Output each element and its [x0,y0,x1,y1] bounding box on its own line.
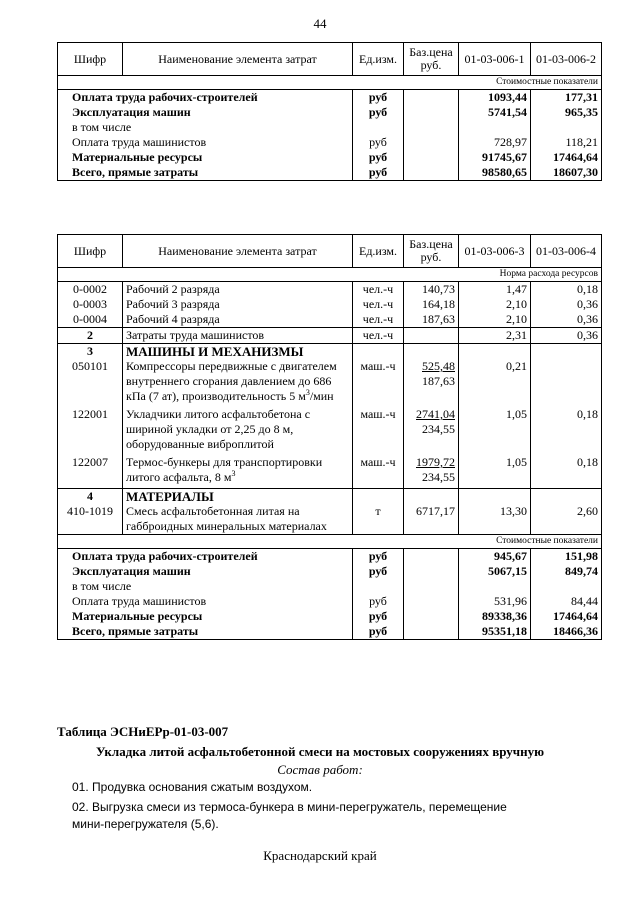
row-value-2 [531,344,602,360]
table-row [58,455,602,489]
row-name-text: Рабочий 4 разряда [126,312,220,326]
row-name: Эксплуатация машин [58,105,353,120]
row-price [404,504,459,535]
row-name [123,359,353,407]
row-price [404,282,459,298]
row-price [404,609,459,624]
row-price-main: 164,18 [422,297,455,311]
row-name: Оплата труда рабочих-строителей [58,90,353,106]
subheader-label: Стоимостные показатели [58,76,602,90]
row-unit [353,489,404,505]
row-value-1: 1,05 [459,407,531,455]
row-value-2 [531,359,602,407]
row-price-sub: 234,55 [422,470,455,484]
row-price [404,594,459,609]
row-price [404,90,459,106]
row-name-text: МАШИНЫ И МЕХАНИЗМЫ [126,344,304,359]
row-value-1: 1,05 [459,455,531,489]
row-price-main: 2741,04 [416,407,455,421]
table-row [58,564,602,579]
table-row [58,609,602,624]
subheader-row [58,76,602,90]
row-price-sub: 234,55 [422,422,455,436]
row-name-text: Компрессоры передвижные с двигателем внутреннего сгорания давлением до 686 кПа (7 ат), производительность 5 м [126,359,337,403]
row-value-1: 5067,15 [459,564,531,579]
row-name-text: Укладчики литого асфальтобетона с шириной укладки от 2,25 до 8 м, оборудованные виброплитой [126,407,311,451]
table-header [58,235,602,268]
subheader-label-2: Стоимостные показатели [58,535,602,549]
row-unit: т [353,504,404,535]
row-code: 2 [58,328,123,344]
row-name: Всего, прямые затраты [58,624,353,640]
row-value-1: 2,10 [459,312,531,328]
row-value-2: 849,74 [531,564,602,579]
resource-table [57,234,602,640]
row-value-1 [459,344,531,360]
table-row [58,549,602,565]
row-value-2: 118,21 [531,135,602,150]
row-value-1: 531,96 [459,594,531,609]
header-price: Баз.цена руб. [404,43,459,76]
row-code: 0-0002 [58,282,123,298]
table-row [58,165,602,181]
row-value-2 [531,489,602,505]
row-name [123,504,353,535]
header-col2: 01-03-006-4 [531,235,602,268]
row-price [404,455,459,489]
row-price-main: 6717,17 [416,504,455,518]
work-item-2: 02. Выгрузка смеси из термоса-бункера в мини-перегружатель, перемещение мини-перегружателя (5,6). [72,800,507,831]
row-name-text: Смесь асфальтобетонная литая на габброидных минеральных материалах [126,504,327,533]
row-name [123,328,353,344]
row-price [404,579,459,594]
row-price [404,624,459,640]
row-value-2: 17464,64 [531,609,602,624]
row-value-1 [459,579,531,594]
row-name-text: Затраты труда машинистов [126,328,265,342]
row-price-main: 140,73 [422,282,455,296]
table-header [58,43,602,76]
header-name: Наименование элемента затрат [123,43,353,76]
row-name-sup: 3 [305,388,310,397]
header-unit: Ед.изм. [353,235,404,268]
row-name: в том числе [58,579,353,594]
row-value-2: 18466,36 [531,624,602,640]
row-unit: руб [353,549,404,565]
row-value-1: 0,21 [459,359,531,407]
row-unit: руб [353,135,404,150]
row-name-text: Термос-бункеры для транспортировки литого асфальта, 8 м [126,455,323,484]
subheader-row-2 [58,535,602,549]
row-name: Материальные ресурсы [58,609,353,624]
row-price-sub: 187,63 [422,374,455,388]
table-row [58,105,602,120]
header-col2: 01-03-006-2 [531,43,602,76]
row-price-main: 1979,72 [416,455,455,469]
row-price [404,549,459,565]
table-row [58,312,602,328]
table-row [58,282,602,298]
row-value-2: 177,31 [531,90,602,106]
row-unit: руб [353,150,404,165]
row-unit: руб [353,594,404,609]
row-value-2: 17464,64 [531,150,602,165]
footer-region: Краснодарский край [263,848,377,863]
row-value-2: 151,98 [531,549,602,565]
section-title: Укладка литой асфальтобетонной смеси на мостовых сооружениях вручную [95,744,545,759]
row-name: Оплата труда рабочих-строителей [58,549,353,565]
table-row [58,90,602,106]
header-unit: Ед.изм. [353,43,404,76]
table-row [58,489,602,505]
page-number: 44 [313,16,327,31]
table-row [58,579,602,594]
row-value-1: 945,67 [459,549,531,565]
row-value-1: 1093,44 [459,90,531,106]
row-name [123,282,353,298]
row-code: 0-0004 [58,312,123,328]
row-value-1: 91745,67 [459,150,531,165]
row-price [404,312,459,328]
row-code: 410-1019 [58,504,123,535]
row-code: 4 [58,489,123,505]
row-unit: маш.-ч [353,407,404,455]
row-value-2 [531,579,602,594]
row-name [123,407,353,455]
row-value-2: 2,60 [531,504,602,535]
row-value-2: 965,35 [531,105,602,120]
row-value-2: 84,44 [531,594,602,609]
row-unit: руб [353,564,404,579]
table-row [58,504,602,535]
subheader-row [58,268,602,282]
header-price: Баз.цена руб. [404,235,459,268]
row-price [404,489,459,505]
row-unit: руб [353,90,404,106]
table-row [58,328,602,344]
row-value-2: 0,36 [531,297,602,312]
row-price [404,344,459,360]
header-col1: 01-03-006-3 [459,235,531,268]
row-name-tail: /мин [309,389,334,403]
row-value-1: 13,30 [459,504,531,535]
row-name-text: Рабочий 3 разряда [126,297,220,311]
row-name [123,489,353,505]
row-name: Оплата труда машинистов [58,594,353,609]
header-code: Шифр [58,235,123,268]
row-name: Оплата труда машинистов [58,135,353,150]
cost-table-1 [57,42,602,181]
row-name [123,344,353,360]
row-name-text: МАТЕРИАЛЫ [126,489,214,504]
row-unit [353,579,404,594]
subheader-label: Норма расхода ресурсов [58,268,602,282]
table-row [58,120,602,135]
row-value-2: 0,36 [531,328,602,344]
row-price [404,135,459,150]
row-price [404,165,459,181]
row-unit [353,344,404,360]
row-value-1: 95351,18 [459,624,531,640]
table-label: Таблица ЭСНиЕРр-01-03-007 [57,724,229,739]
row-price-main: 525,48 [422,359,455,373]
work-item-1: 01. Продувка основания сжатым воздухом. [72,780,313,794]
row-unit: чел.-ч [353,297,404,312]
row-price [404,407,459,455]
row-name-text: Рабочий 2 разряда [126,282,220,296]
row-price [404,297,459,312]
row-value-1: 1,47 [459,282,531,298]
row-unit: руб [353,105,404,120]
row-unit: чел.-ч [353,282,404,298]
row-unit: руб [353,609,404,624]
row-name: Всего, прямые затраты [58,165,353,181]
table-row [58,407,602,455]
row-value-2: 18607,30 [531,165,602,181]
row-unit: чел.-ч [353,312,404,328]
row-price-main: 187,63 [422,312,455,326]
row-unit [353,120,404,135]
row-value-1: 98580,65 [459,165,531,181]
row-value-1: 728,97 [459,135,531,150]
row-code: 0-0003 [58,297,123,312]
row-code: 122007 [58,455,123,489]
row-value-2: 0,18 [531,407,602,455]
row-name: Эксплуатация машин [58,564,353,579]
table-row [58,150,602,165]
table-row [58,344,602,360]
row-price [404,328,459,344]
table-row [58,359,602,407]
row-unit: руб [353,165,404,181]
table-row [58,135,602,150]
header-code: Шифр [58,43,123,76]
row-code: 122001 [58,407,123,455]
row-name: Материальные ресурсы [58,150,353,165]
row-value-2 [531,120,602,135]
row-unit: маш.-ч [353,359,404,407]
table-row [58,594,602,609]
row-name [123,455,353,489]
works-heading: Состав работ: [277,762,363,777]
row-price [404,150,459,165]
row-unit: руб [353,624,404,640]
row-price [404,105,459,120]
row-code: 050101 [58,359,123,407]
header-name: Наименование элемента затрат [123,235,353,268]
row-value-1 [459,489,531,505]
row-unit: маш.-ч [353,455,404,489]
row-value-2: 0,36 [531,312,602,328]
row-name [123,297,353,312]
row-name: в том числе [58,120,353,135]
row-unit: чел.-ч [353,328,404,344]
row-price [404,120,459,135]
row-value-1: 2,10 [459,297,531,312]
row-value-1: 89338,36 [459,609,531,624]
row-price [404,359,459,407]
row-value-1 [459,120,531,135]
row-value-1: 2,31 [459,328,531,344]
header-col1: 01-03-006-1 [459,43,531,76]
row-value-2: 0,18 [531,455,602,489]
row-value-1: 5741,54 [459,105,531,120]
row-code: 3 [58,344,123,360]
row-name [123,312,353,328]
table-row [58,297,602,312]
table-row [58,624,602,640]
row-price [404,564,459,579]
row-value-2: 0,18 [531,282,602,298]
row-name-sup: 3 [231,469,236,478]
